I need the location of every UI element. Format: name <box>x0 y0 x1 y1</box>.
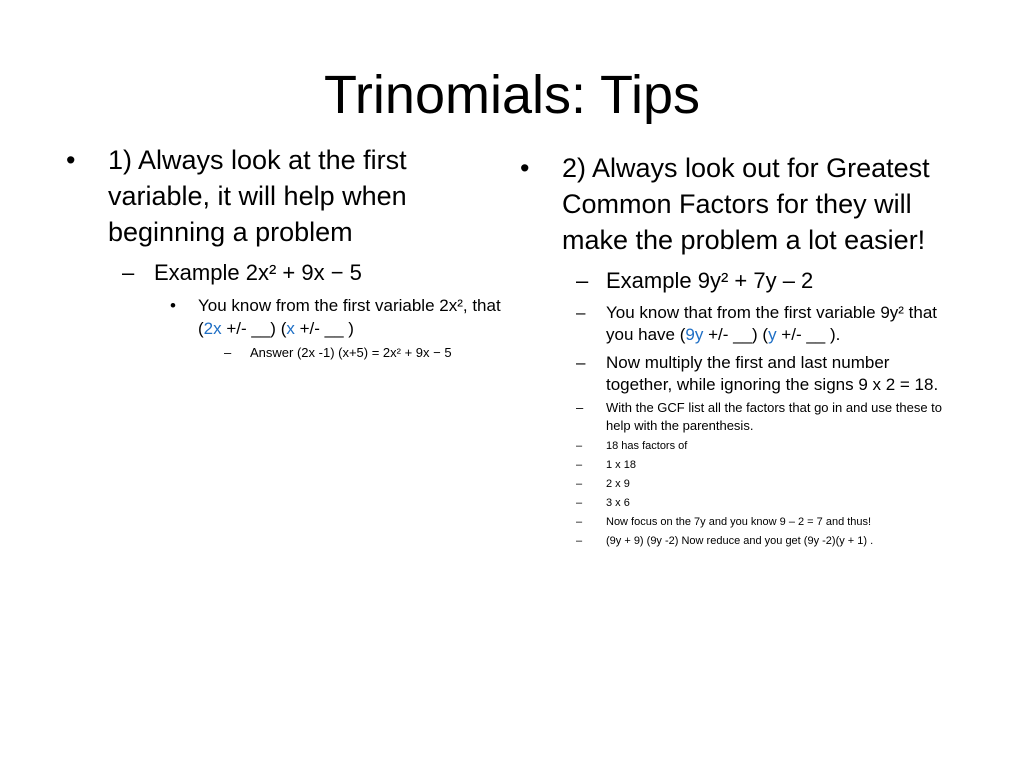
bullet-marker: • <box>520 153 530 183</box>
tip-2-example <box>520 266 960 296</box>
tip-1-text: 1) Always look at the first variable, it will help when beginning a problem <box>108 145 407 247</box>
tip-1-example <box>66 258 506 288</box>
tip-2-focus-text: Now focus on the 7y and you know 9 – 2 = 7 and thus! <box>606 516 872 528</box>
dash-marker: – <box>576 497 583 509</box>
tip-1-know <box>66 294 506 340</box>
tip-2-text: 2) Always look out for Greatest Common Factors for they will make the problem a lot easier! <box>562 153 930 255</box>
tip-2-factors <box>520 438 960 454</box>
tip-1-know-highlight-2: x <box>286 319 295 338</box>
bullet-marker: • <box>170 296 176 315</box>
tip-1-example-text: Example 2x² + 9x − 5 <box>154 260 362 285</box>
slide-title: Trinomials: Tips <box>323 65 701 125</box>
right-column <box>520 150 960 549</box>
dash-marker: – <box>576 535 583 547</box>
tip-1-know-post: +/- __ ) <box>294 319 354 338</box>
dash-marker: – <box>224 345 232 360</box>
tip-1-know-highlight-1: 2x <box>203 319 222 338</box>
tip-2-multiply-text: Now multiply the first and last number together, while ignoring the signs 9 x 2 = 18. <box>606 353 939 394</box>
tip-1-answer-text: Answer (2x -1) (x+5) = 2x² + 9x − 5 <box>250 345 452 360</box>
tip-2-final-text: (9y + 9) (9y -2) Now reduce and you get (9y -2)(y + 1) . <box>606 535 874 547</box>
tip-2-gcf-text: With the GCF list all the factors that go in and use these to help with the parenthesis. <box>606 400 943 433</box>
dash-marker: – <box>576 478 583 490</box>
tip-2-factor-pair-3 <box>520 495 960 511</box>
tip-2 <box>520 150 960 258</box>
tip-2-multiply <box>520 352 960 396</box>
tip-2-know-pre: You know that from the first variable 9y² that you have ( <box>606 303 938 344</box>
tip-2-know-highlight-2: y <box>768 325 777 344</box>
dash-marker: – <box>576 268 589 293</box>
dash-marker: – <box>576 303 586 322</box>
tip-2-factor-pair-2 <box>520 476 960 492</box>
tip-2-know-post: +/- __ ). <box>776 325 841 344</box>
dash-marker: – <box>576 400 584 415</box>
tip-1-know-mid: +/- __) ( <box>221 319 287 338</box>
tip-2-focus <box>520 514 960 530</box>
dash-marker: – <box>576 440 583 452</box>
tip-2-factor-pair-1 <box>520 457 960 473</box>
tip-2-final <box>520 533 960 549</box>
tip-2-gcf <box>520 399 960 435</box>
tip-2-know-highlight-1: 9y <box>685 325 704 344</box>
tip-2-know-mid: +/- __) ( <box>703 325 769 344</box>
dash-marker: – <box>576 459 583 471</box>
dash-marker: – <box>576 516 583 528</box>
tip-2-factor-pair-1-text: 1 x 18 <box>606 459 636 471</box>
tip-1 <box>66 142 506 250</box>
tip-2-factors-text: 18 has factors of <box>606 440 688 452</box>
bullet-marker: • <box>66 145 76 175</box>
tip-2-know <box>520 302 960 346</box>
dash-marker: – <box>122 260 135 285</box>
tip-1-know-pre: You know from the first variable 2x², that ( <box>198 296 501 338</box>
dash-marker: – <box>576 353 586 372</box>
tip-2-factor-pair-2-text: 2 x 9 <box>606 478 630 490</box>
tip-2-example-text: Example 9y² + 7y – 2 <box>606 268 814 293</box>
tip-1-answer <box>66 344 506 362</box>
left-column <box>66 142 506 362</box>
tip-2-factor-pair-3-text: 3 x 6 <box>606 497 630 509</box>
